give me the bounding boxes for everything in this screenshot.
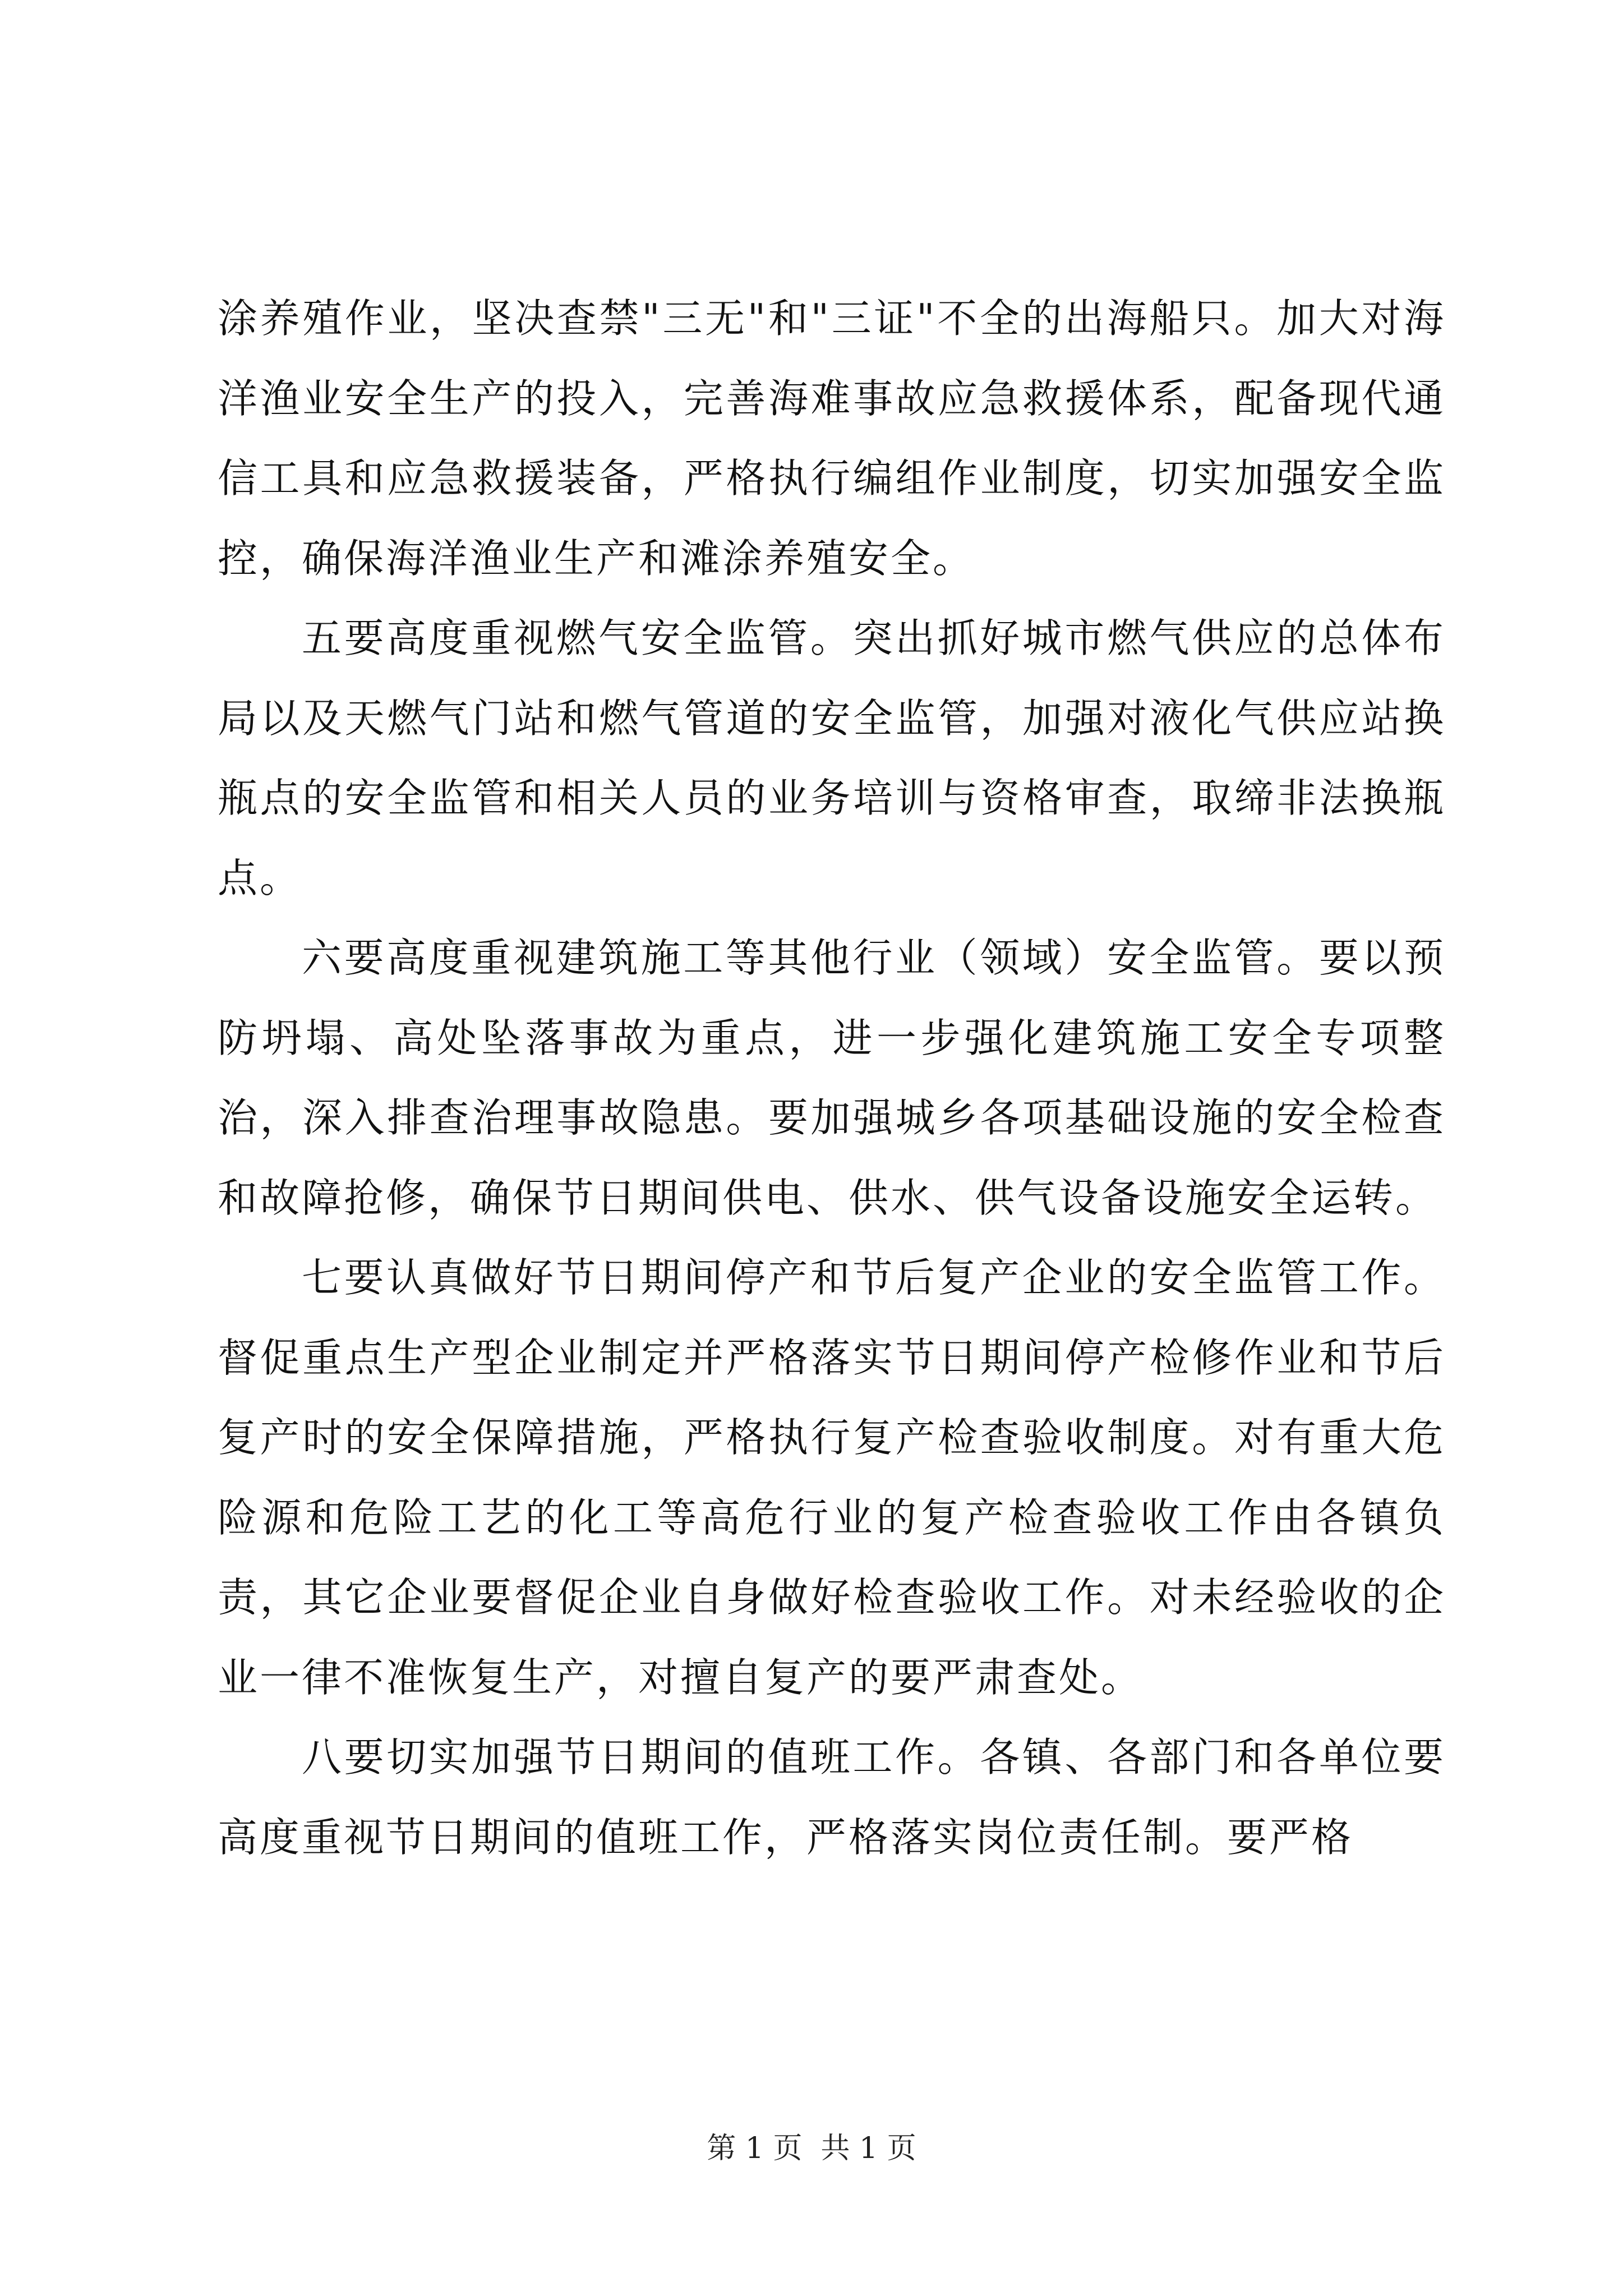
paragraph-gas-safety: 五要高度重视燃气安全监管。突出抓好城市燃气供应的总体布局以及天燃气门站和燃气管道的安全监管，加强对液化气供应站换瓶点的安全监管和相关人员的业务培训与资格审查，取缔非法换瓶点。 [218, 615, 1446, 901]
paragraph-construction-safety: 六要高度重视建筑施工等其他行业（领域）安全监管。要以预防坍塌、高处坠落事故为重点，进一步强化建筑施工安全专项整治，深入排查治理事故隐患。要加强城乡各项基础设施的安全检查和故障抢修，确保节日期间供电、供水、供气设备设施安全运转。 [218, 935, 1446, 1221]
paragraph-production-resumption: 七要认真做好节日期间停产和节后复产企业的安全监管工作。督促重点生产型企业制定并严格落实节日期间停产检修作业和节后复产时的安全保障措施，严格执行复产检查验收制度。对有重大危险源和危险工艺的化工等高危行业的复产检查验收工作由各镇负责，其它企业要督促企业自身做好检查验收工作。对未经验收的企业一律不准恢复生产，对擅自复产的要严肃查处。 [218, 1254, 1446, 1701]
paragraph-duty-work: 八要切实加强节日期间的值班工作。各镇、各部门和各单位要高度重视节日期间的值班工作，严格落实岗位责任制。要严格 [218, 1734, 1446, 1861]
paragraph-continuation: 涂养殖作业，坚决查禁"三无"和"三证"不全的出海船只。加大对海洋渔业安全生产的投入，完善海难事故应急救援体系，配备现代通信工具和应急救援装备，严格执行编组作业制度，切实加强安全监控，确保海洋渔业生产和滩涂养殖安全。 [218, 295, 1446, 582]
page-footer [0, 2132, 1623, 2165]
document-body [218, 279, 1446, 1878]
page-number: 第 1 页 共 1 页 [707, 2132, 916, 2165]
